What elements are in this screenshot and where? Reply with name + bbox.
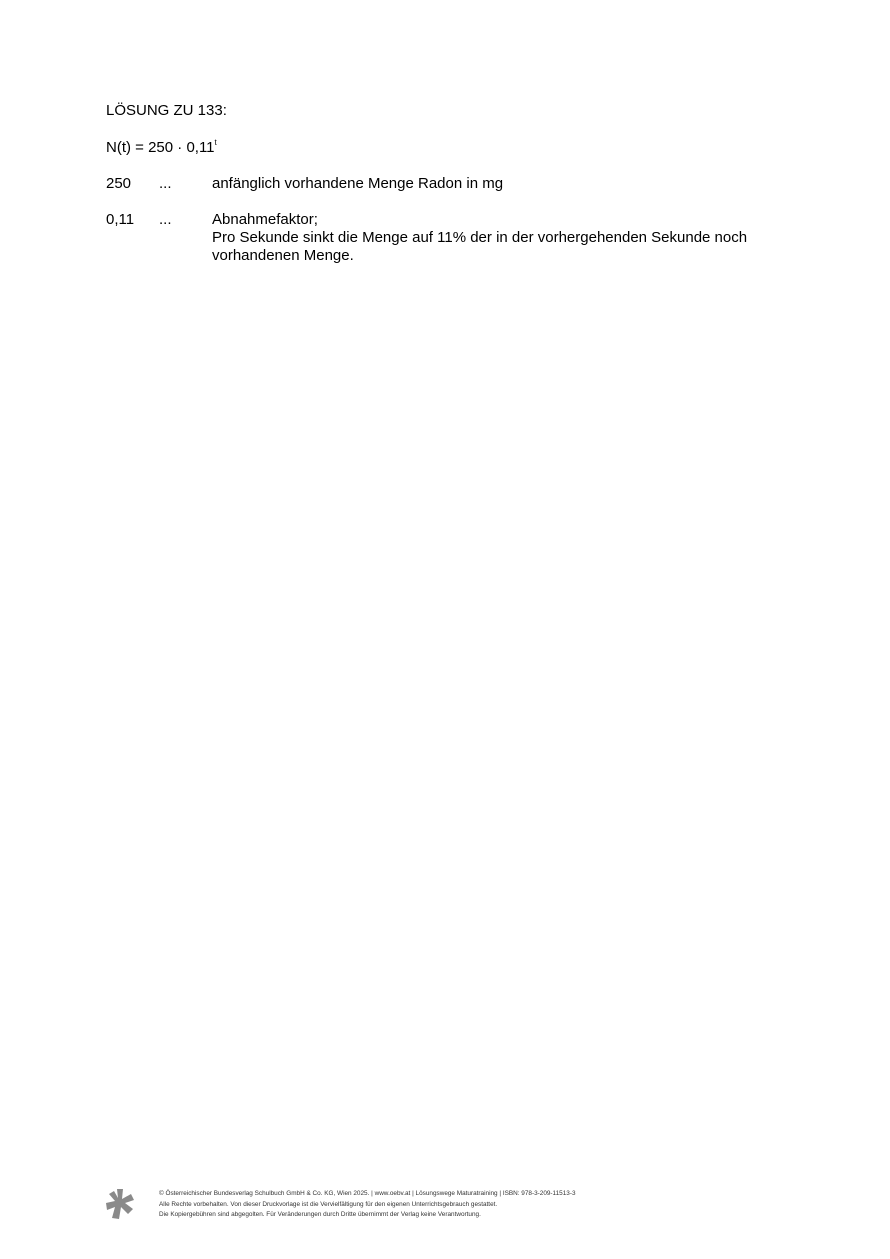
formula bbox=[106, 139, 217, 157]
formula-exponent: t bbox=[214, 138, 217, 147]
page-footer bbox=[104, 1188, 804, 1224]
definition-separator: ... bbox=[159, 211, 172, 228]
formula-base: N(t) = 250 · 0,11 bbox=[106, 139, 215, 156]
definition-line: Pro Sekunde sinkt die Menge auf 11% der in der vorhergehenden Sekunde noch bbox=[212, 229, 748, 246]
page-title: LÖSUNG ZU 133: bbox=[106, 102, 227, 119]
definition-line: vorhandenen Menge. bbox=[212, 247, 354, 264]
footer-text bbox=[159, 1189, 576, 1221]
definition-line: anfänglich vorhandene Menge Radon in mg bbox=[212, 175, 504, 192]
definition-description bbox=[212, 175, 772, 193]
asterisk-logo-icon bbox=[104, 1188, 136, 1220]
footer-line: © Österreichischer Bundesverlag Schulbuch GmbH & Co. KG, Wien 2025. | www.oebv.at | Lösungswege Maturatraining | ISBN: 978-3-209-11513-3 bbox=[159, 1190, 576, 1197]
footer-line: Alle Rechte vorbehalten. Von dieser Druckvorlage ist die Vervielfältigung für den eigenen Unterrichtsgebrauch gestattet. bbox=[159, 1200, 498, 1208]
footer-line: Die Kopiergebühren sind abgegolten. Für Veränderungen durch Dritte übernimmt der Verlag keine Verantwortung. bbox=[159, 1211, 481, 1218]
definition-value: 0,11 bbox=[106, 211, 135, 228]
definition-value: 250 bbox=[106, 175, 132, 192]
definition-description bbox=[212, 211, 772, 265]
definition-separator: ... bbox=[159, 175, 172, 192]
definition-line: Abnahmefaktor; bbox=[212, 211, 318, 228]
